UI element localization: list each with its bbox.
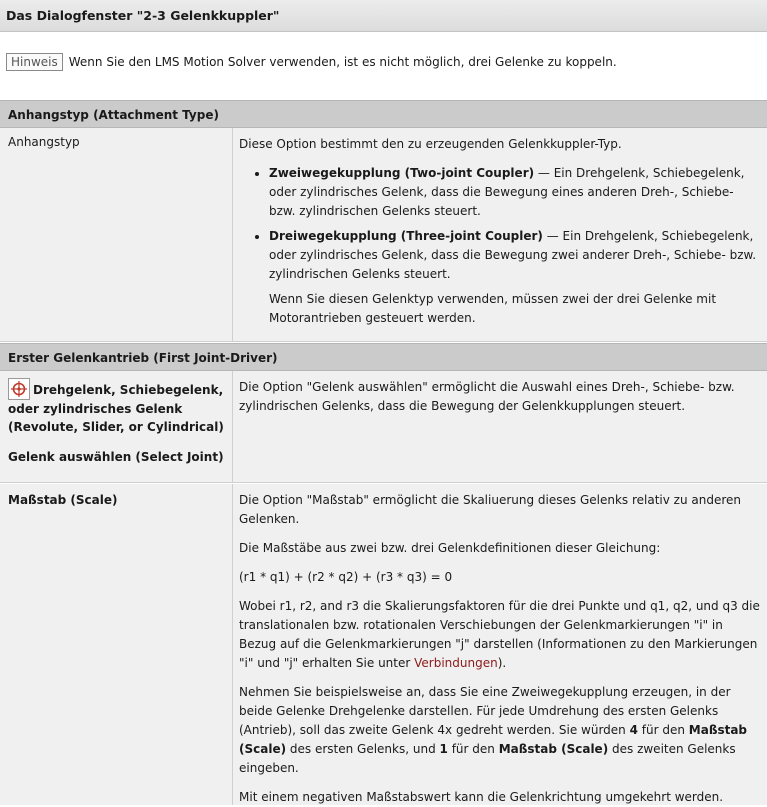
select-joint-desc: Die Option "Gelenk auswählen" ermöglicht die Auswahl eines Dreh-, Schiebe- bzw. zylindrischen Gelenks, dass die Bewegung der Gelenkkupplungen steuert. bbox=[239, 380, 735, 413]
row-label bbox=[0, 371, 233, 482]
scale-equation: (r1 * q1) + (r2 * q2) + (r3 * q3) = 0 bbox=[239, 570, 453, 584]
scale-label: Maßstab (Scale) bbox=[8, 493, 118, 507]
select-joint-title-text: Drehgelenk, Schiebegelenk, oder zylindrisches Gelenk (Revolute, Slider, or Cylindrical) bbox=[8, 383, 224, 434]
coupler-type-list bbox=[239, 164, 761, 284]
text: Nehmen Sie beispielsweise an, dass Sie eine Zweiwegekupplung erzeugen, in der beide Gelenke Drehgelenke darstellen. Für jede Umdrehung des ersten Gelenks (Antrieb), soll das zweite Gelenk 4x gedreht werden. Sie würden bbox=[239, 685, 731, 737]
scale-p1: Die Option "Maßstab" ermöglicht die Skaliuerung dieses Gelenks relativ zu anderen Gelenken. bbox=[239, 493, 742, 526]
motor-note: Wenn Sie diesen Gelenktyp verwenden, müssen zwei der drei Gelenke mit Motorantrieben gesteuert werden. bbox=[269, 292, 717, 325]
note-text: Wenn Sie den LMS Motion Solver verwenden, ist es nicht möglich, drei Gelenke zu koppeln. bbox=[68, 55, 617, 69]
row-label bbox=[0, 484, 233, 805]
row-description bbox=[234, 484, 767, 805]
select-joint-icon[interactable] bbox=[8, 378, 30, 400]
connections-link[interactable]: Verbindungen bbox=[414, 656, 498, 670]
row-description bbox=[234, 371, 767, 482]
term: Zweiwegekupplung (Two-joint Coupler) bbox=[269, 166, 535, 180]
note bbox=[6, 53, 617, 71]
text: für den bbox=[447, 742, 499, 756]
text: 4 bbox=[629, 723, 638, 737]
section-header-first-joint-driver: Erster Gelenkantrieb (First Joint-Driver) bbox=[0, 343, 767, 371]
text: des ersten Gelenks, und bbox=[286, 742, 440, 756]
row-description bbox=[234, 128, 767, 341]
term: Dreiwegekupplung (Three-joint Coupler) bbox=[269, 229, 543, 243]
scale-p4 bbox=[239, 597, 761, 673]
text: für den bbox=[637, 723, 689, 737]
list-item bbox=[269, 227, 761, 284]
term-desc: — Ein Drehgelenk, Schiebegelenk, oder zylindrisches Gelenk, dass die Bewegung zwei anderer Dreh-, Schiebe- bzw. zylindrischen Gelenks steuert. bbox=[269, 229, 757, 281]
select-joint-sub: Gelenk auswählen (Select Joint) bbox=[8, 450, 224, 464]
note-badge: Hinweis bbox=[6, 53, 63, 71]
table-row-select-joint bbox=[0, 371, 767, 483]
term-desc: — Ein Drehgelenk, Schiebegelenk, oder zylindrisches Gelenk, dass die Bewegung eines anderen Dreh-, Schiebe- bzw. zylindrischen Gelenks steuert. bbox=[269, 166, 745, 218]
text: Maßstab (Scale) bbox=[498, 742, 609, 756]
page-title: Das Dialogfenster "2-3 Gelenkkuppler" bbox=[0, 0, 767, 32]
table-row-scale bbox=[0, 484, 767, 805]
text: Maßstab (Scale) bbox=[239, 723, 748, 756]
select-joint-title bbox=[8, 378, 224, 436]
scale-p6: Mit einem negativen Maßstabswert kann die Gelenkrichtung umgekehrt werden. bbox=[239, 790, 724, 804]
scale-p5 bbox=[239, 683, 761, 778]
text: des zweiten Gelenks eingeben. bbox=[239, 742, 736, 775]
table-row-attachment-type bbox=[0, 128, 767, 342]
section-header-attachment-type: Anhangstyp (Attachment Type) bbox=[0, 100, 767, 128]
scale-p2: Die Maßstäbe aus zwei bzw. drei Gelenkdefinitionen dieser Gleichung: bbox=[239, 541, 661, 555]
text: 1 bbox=[439, 742, 448, 756]
scale-p4-end: ). bbox=[497, 656, 507, 670]
row-label: Anhangstyp bbox=[0, 128, 233, 341]
list-item bbox=[269, 164, 761, 221]
scale-p4-text: Wobei r1, r2, and r3 die Skalierungsfaktoren für die drei Punkte und q1, q2, und q3 die translationalen bzw. rotationalen Verschiebungen der Gelenkmarkierungen "i" in Bezug auf die Gelenkmarkierungen "j" darstellen (Informationen zu den Markierungen "i" und "j" erhalten Sie unter bbox=[239, 599, 760, 670]
intro-text: Diese Option bestimmt den zu erzeugenden Gelenkkuppler-Typ. bbox=[239, 137, 622, 151]
